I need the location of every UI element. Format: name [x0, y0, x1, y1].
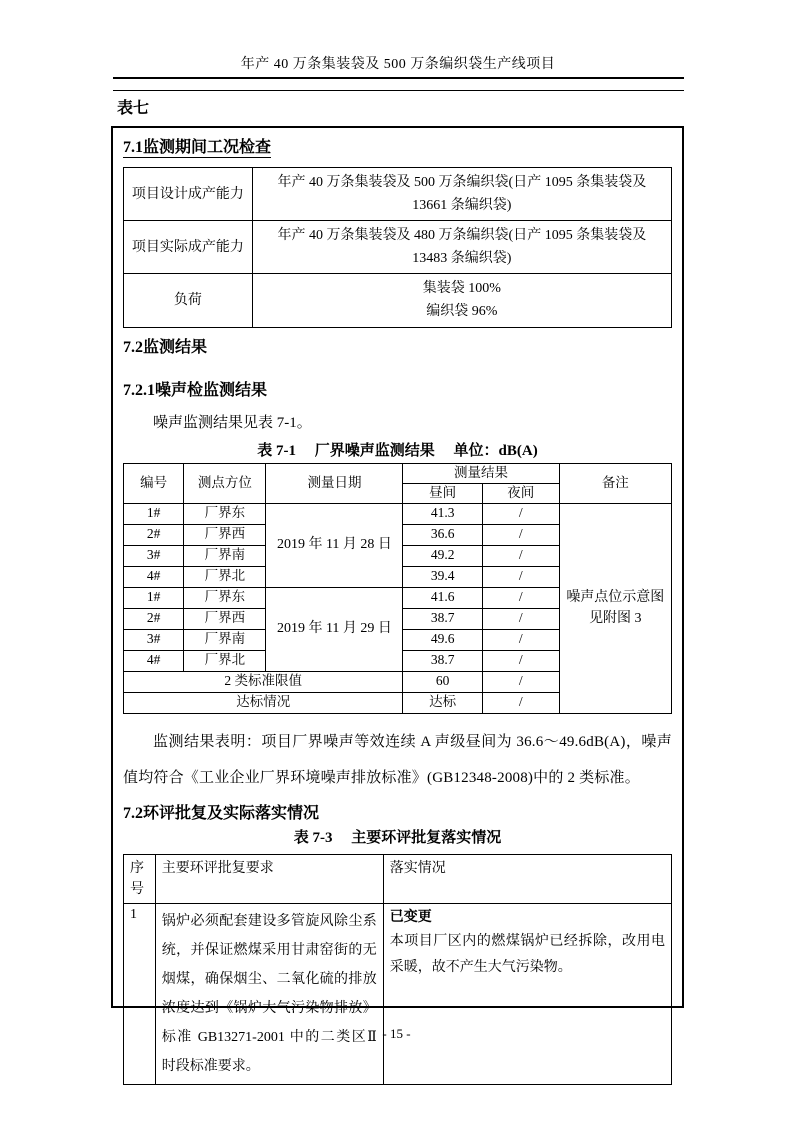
- header-position: 测点方位: [184, 463, 266, 503]
- table-row: [124, 503, 672, 524]
- conclusion-paragraph: 监测结果表明：项目厂界噪声等效连续 A 声级昼间为 36.6～49.6dB(A)，噪声值均符合《工业企业厂界环境噪声排放标准》(GB12348-2008)中的 2 类标准。: [123, 733, 672, 786]
- noise-monitoring-table: [123, 463, 672, 714]
- header-day: 昼间: [403, 483, 482, 503]
- limit-night-value: /: [482, 671, 559, 692]
- cell-no: 1: [124, 903, 156, 1084]
- limit-day-value: 60: [403, 671, 482, 692]
- cell-night-value: /: [482, 650, 559, 671]
- cell-night-value: /: [482, 524, 559, 545]
- attainment-night-value: /: [482, 692, 559, 713]
- cell-day-value: 41.3: [403, 503, 482, 524]
- running-header-title: 年产 40 万条集装袋及 500 万条编织袋生产线项目: [240, 57, 556, 72]
- header-no: 序号: [124, 854, 156, 903]
- cell-night-value: /: [482, 545, 559, 566]
- cell-id: 2#: [124, 524, 184, 545]
- footer-page-number: - 15 -: [382, 1026, 411, 1041]
- cell-position: 厂界东: [184, 587, 266, 608]
- condition-row-label: 负荷: [124, 274, 253, 327]
- cell-night-value: /: [482, 629, 559, 650]
- cell-position: 厂界南: [184, 629, 266, 650]
- cell-position: 厂界西: [184, 524, 266, 545]
- header-rule-top: [113, 77, 684, 79]
- cell-id: 4#: [124, 650, 184, 671]
- cell-requirement: [155, 903, 383, 1084]
- load-line-1: 集装袋 100%: [422, 281, 501, 297]
- header-id: 编号: [124, 463, 184, 503]
- condition-row-value: [252, 274, 671, 327]
- cell-night-value: /: [482, 566, 559, 587]
- condition-row-value: 年产 40 万条集装袋及 500 万条编织袋(日产 1095 条集装袋及 13661 条编织袋): [252, 168, 671, 221]
- cell-id: 3#: [124, 545, 184, 566]
- cell-night-value: /: [482, 503, 559, 524]
- attainment-label: 达标情况: [124, 692, 403, 713]
- status-title: 已变更: [389, 909, 432, 925]
- header-night: 夜间: [482, 483, 559, 503]
- header-requirement: 主要环评批复要求: [155, 854, 383, 903]
- noise-table-caption: 表 7-1 厂界噪声监测结果 单位：dB(A): [257, 442, 538, 459]
- condition-row-label: 项目设计成产能力: [124, 168, 253, 221]
- cell-night-value: /: [482, 587, 559, 608]
- table-row: [124, 221, 672, 274]
- header-date: 测量日期: [266, 463, 403, 503]
- section-7-2-approval-heading: 7.2环评批复及实际落实情况: [123, 804, 320, 822]
- table-header-row: [124, 854, 672, 903]
- cell-date-group-1: 2019 年 11 月 28 日: [266, 503, 403, 587]
- table-row: [124, 274, 672, 327]
- section-7-1-heading: 7.1监测期间工况检查: [123, 139, 272, 156]
- condition-row-value: 年产 40 万条集装袋及 480 万条编织袋(日产 1095 条集装袋及 13483 条编织袋): [252, 221, 671, 274]
- cell-day-value: 41.6: [403, 587, 482, 608]
- table-header-row: [124, 463, 672, 483]
- cell-remark: [559, 503, 671, 713]
- cell-id: 4#: [124, 566, 184, 587]
- header-remark: 备注: [559, 463, 671, 503]
- cell-day-value: 39.4: [403, 566, 482, 587]
- cell-implementation: [383, 903, 671, 1084]
- cell-id: 1#: [124, 503, 184, 524]
- limit-label: 2 类标准限值: [124, 671, 403, 692]
- table-row: [124, 168, 672, 221]
- cell-position: 厂界北: [184, 650, 266, 671]
- cell-day-value: 49.6: [403, 629, 482, 650]
- approval-implementation-table: [123, 854, 672, 1085]
- load-line-2: 编织袋 96%: [426, 304, 498, 320]
- remark-line-2: 见附图 3: [589, 611, 642, 627]
- remark-line-1: 噪声点位示意图: [566, 590, 665, 606]
- cell-date-group-2: 2019 年 11 月 29 日: [266, 587, 403, 671]
- cell-id: 1#: [124, 587, 184, 608]
- cell-position: 厂界南: [184, 545, 266, 566]
- table-row: [124, 903, 672, 1084]
- noise-intro-text: 噪声监测结果见表 7-1。: [153, 414, 312, 431]
- cell-id: 3#: [124, 629, 184, 650]
- cell-day-value: 38.7: [403, 608, 482, 629]
- page-label: 表七: [117, 100, 150, 117]
- condition-row-label: 项目实际成产能力: [124, 221, 253, 274]
- cell-position: 厂界西: [184, 608, 266, 629]
- cell-position: 厂界东: [184, 503, 266, 524]
- requirement-text: 锅炉必须配套建设多管旋风除尘系统，并保证燃煤采用甘肃窑街的无烟煤，确保烟尘、二氧化硫的排放浓度达到《锅炉大气污染物排放》标准 GB13271-2001 中的二类区Ⅱ时段标准要求。: [161, 913, 377, 1074]
- attainment-day-value: 达标: [403, 692, 482, 713]
- cell-day-value: 38.7: [403, 650, 482, 671]
- cell-position: 厂界北: [184, 566, 266, 587]
- condition-check-table: [123, 167, 672, 328]
- section-7-2-1-heading: 7.2.1噪声检监测结果: [123, 381, 268, 399]
- section-7-2-heading: 7.2监测结果: [123, 338, 208, 356]
- cell-id: 2#: [124, 608, 184, 629]
- header-implementation: 落实情况: [383, 854, 671, 903]
- cell-night-value: /: [482, 608, 559, 629]
- header-result: 测量结果: [403, 463, 559, 483]
- cell-day-value: 49.2: [403, 545, 482, 566]
- status-detail: 本项目厂区内的燃煤锅炉已经拆除，改用电采暖，故不产生大气污染物。: [389, 933, 665, 975]
- cell-day-value: 36.6: [403, 524, 482, 545]
- header-rule-bottom: [113, 90, 684, 91]
- approval-table-caption: 表 7-3 主要环评批复落实情况: [293, 829, 502, 846]
